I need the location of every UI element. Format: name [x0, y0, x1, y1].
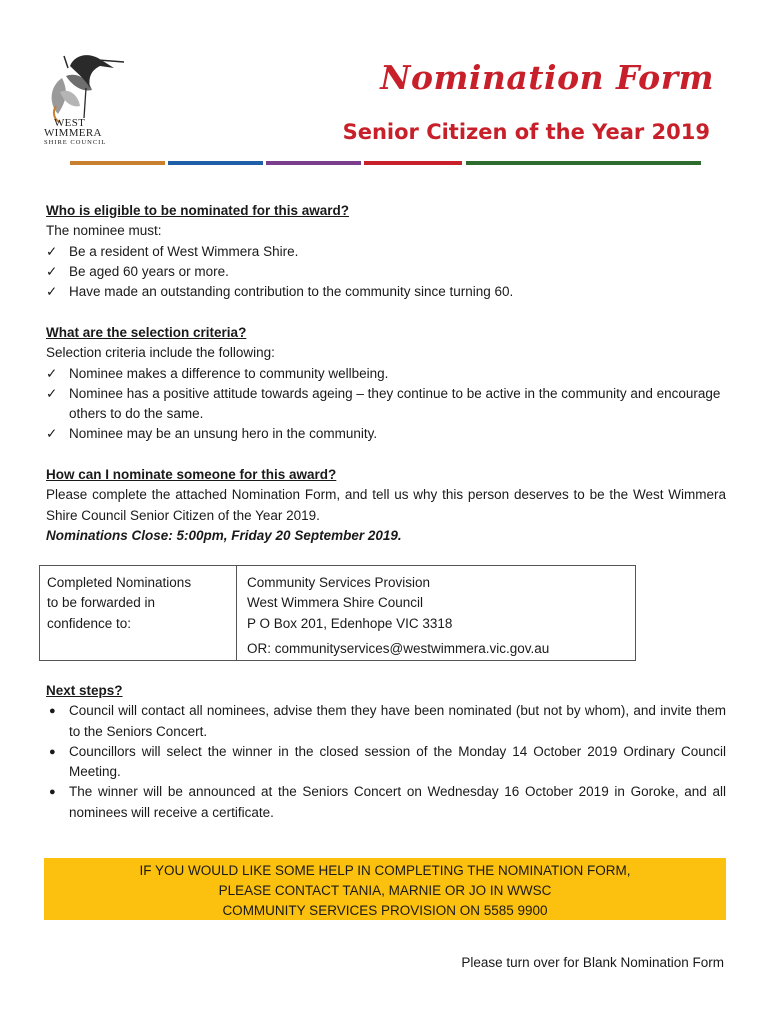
footer-note: Please turn over for Blank Nomination Form	[461, 955, 724, 970]
criteria-section	[46, 323, 726, 445]
list-item	[46, 782, 726, 823]
divider-segment-green	[466, 161, 701, 165]
logo-line-council: SHIRE COUNCIL	[44, 139, 107, 146]
list-item	[46, 424, 726, 444]
bullet-icon: ●	[49, 745, 56, 758]
address-line: P O Box 201, Edenhope VIC 3318	[247, 615, 453, 631]
list-item	[46, 282, 726, 302]
how-heading: How can I nominate someone for this award?	[46, 467, 337, 482]
page-title: Nomination Form	[380, 58, 714, 97]
table-divider	[236, 566, 237, 660]
forward-label-cell	[47, 573, 191, 634]
eligibility-section	[46, 201, 726, 302]
bullet-icon: ●	[49, 786, 56, 799]
list-item-text: Councillors will select the winner in the closed session of the Monday 14 October 2019 Ordinary Council Meeting.	[69, 743, 726, 780]
closing-date: Nominations Close: 5:00pm, Friday 20 September 2019.	[46, 527, 402, 543]
help-box	[44, 858, 726, 920]
divider-segment-blue	[168, 161, 263, 165]
list-item	[46, 262, 726, 282]
how-body: Please complete the attached Nomination Form, and tell us why this person deserves to be the West Wimmera Shire Council Senior Citizen of the Year 2019.	[46, 487, 726, 523]
page-subtitle: Senior Citizen of the Year 2019	[342, 120, 710, 144]
list-item-text: Nominee makes a difference to community wellbeing.	[69, 365, 389, 381]
bullet-icon: ●	[49, 705, 56, 718]
help-line: PLEASE CONTACT TANIA, MARNIE OR JO IN WWSC	[218, 883, 552, 898]
check-icon: ✓	[46, 426, 58, 442]
forward-table	[39, 565, 636, 661]
address-line: West Wimmera Shire Council	[247, 595, 424, 611]
how-section	[46, 465, 726, 546]
check-icon: ✓	[46, 385, 58, 401]
list-item	[46, 384, 726, 425]
logo-line-wimmera: WIMMERA	[44, 127, 102, 139]
eligibility-intro: The nominee must:	[46, 223, 162, 239]
forward-label-line: to be forwarded in	[47, 595, 156, 611]
criteria-heading: What are the selection criteria?	[46, 325, 247, 340]
check-icon: ✓	[46, 284, 58, 300]
help-line: IF YOU WOULD LIKE SOME HELP IN COMPLETING THE NOMINATION FORM,	[139, 863, 631, 878]
list-item	[46, 364, 726, 384]
list-item-text: Nominee may be an unsung hero in the community.	[69, 426, 378, 442]
divider-segment-purple	[266, 161, 361, 165]
list-item-text: Council will contact all nominees, advise them they have been nominated (but not by whom), and invite them to the Seniors Concert.	[69, 703, 726, 739]
next-steps-section	[46, 681, 726, 823]
list-item	[46, 742, 726, 783]
logo-wordmark	[44, 118, 106, 148]
bird-leaf-logo-icon	[40, 48, 130, 123]
forward-label-line: Completed Nominations	[47, 575, 192, 590]
criteria-intro: Selection criteria include the following:	[46, 345, 275, 361]
divider-segment-red	[364, 161, 462, 165]
logo-line-west: WEST	[54, 117, 86, 129]
list-item-text: Be aged 60 years or more.	[69, 263, 229, 279]
address-line: Community Services Provision	[247, 575, 431, 590]
list-item	[46, 242, 726, 262]
check-icon: ✓	[46, 263, 58, 279]
eligibility-heading: Who is eligible to be nominated for this award?	[46, 203, 350, 218]
list-item-text: Nominee has a positive attitude towards ageing – they continue to be active in the community and encourage others to do the same.	[69, 385, 721, 422]
divider-segment-orange	[70, 161, 165, 165]
list-item-text: Be a resident of West Wimmera Shire.	[69, 243, 299, 259]
check-icon: ✓	[46, 365, 58, 381]
list-item-text: Have made an outstanding contribution to the community since turning 60.	[69, 284, 514, 300]
check-icon: ✓	[46, 243, 58, 259]
forward-address-cell	[247, 573, 452, 634]
list-item-text: The winner will be announced at the Seniors Concert on Wednesday 16 October 2019 in Goroke, and all nominees will receive a certificate.	[69, 784, 726, 820]
forward-label-line: confidence to:	[47, 615, 132, 631]
next-steps-heading: Next steps?	[46, 683, 123, 698]
list-item	[46, 701, 726, 742]
help-line: COMMUNITY SERVICES PROVISION ON 5585 9900	[222, 903, 548, 918]
email-address[interactable]: OR: communityservices@westwimmera.vic.gov.au	[247, 641, 550, 656]
